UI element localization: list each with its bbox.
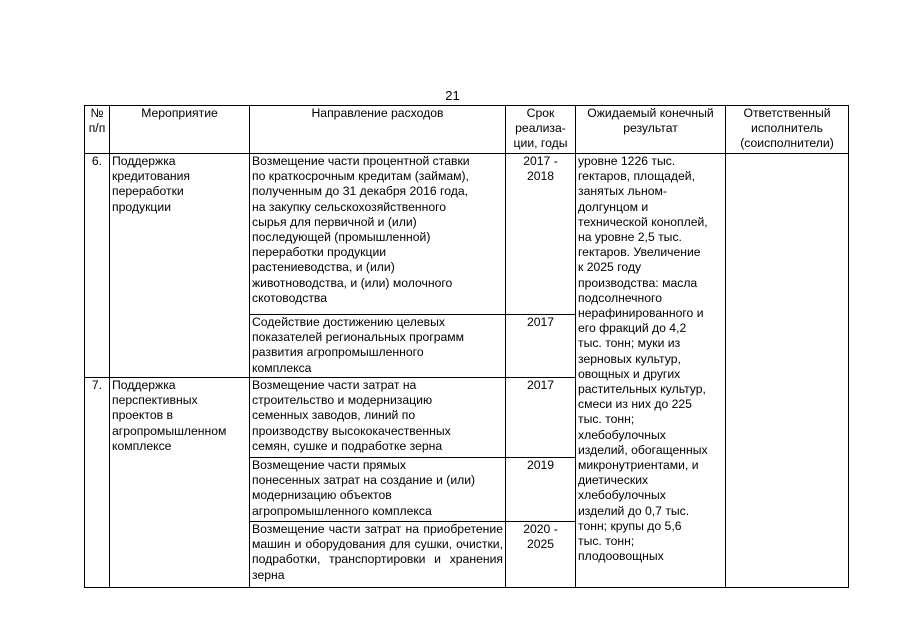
expense-direction: Возмещение части прямых понесенных затрат на создание и (или) модернизацию объектов агропромышленного комплекса <box>250 458 506 522</box>
term-years: 2017 - 2018 <box>506 154 576 315</box>
expected-result: уровне 1226 тыс. гектаров, площадей, занятых льном- долгунцом и технической коноплей, на уровне 2,5 тыс. гектаров. Увеличение к 2025 году производства: масла подсолнечного нерафинированного и его фракций до 4,2 тыс. тонн; муки из зерновых культур, овощных и других растительных культур, смеси из них до 225 тыс. тонн; хлебобулочных изделий, обогащенных микронутриентами, и диетических хлебобулочных изделий до 0,7 тыс. тонн; крупы до 5,6 тыс. тонн; плодоовощных <box>576 154 726 588</box>
header-direction: Направление расходов <box>250 106 506 154</box>
row-number: 6. <box>85 154 110 378</box>
header-result: Ожидаемый конечный результат <box>576 106 726 154</box>
table-row <box>85 154 849 315</box>
header-term: Срок реализа- ции, годы <box>506 106 576 154</box>
header-responsible: Ответственный исполнитель (соисполнители) <box>726 106 849 154</box>
header-row <box>85 106 849 154</box>
page-number: 21 <box>445 88 460 103</box>
expense-direction: Содействие достижению целевых показателей региональных программ развития агропромышленного комплекса <box>250 315 506 378</box>
event-name: Поддержка перспективных проектов в агропромышленном комплексе <box>110 378 250 588</box>
row-number: 7. <box>85 378 110 588</box>
expense-direction: Возмещение части процентной ставки по краткосрочным кредитам (займам), полученным до 31 декабря 2016 года, на закупку сельскохозяйственного сырья для первичной и (или) последующей (промышленной) переработки продукции растениеводства, и (или) животноводства, и (или) молочного скотоводства <box>250 154 506 315</box>
measures-table <box>84 105 849 588</box>
header-num: № п/п <box>85 106 110 154</box>
expense-direction: Возмещение части затрат на строительство и модернизацию семенных заводов, линий по производству высококачественных семян, сушке и подработке зерна <box>250 378 506 458</box>
term-years: 2017 <box>506 315 576 378</box>
responsible-executor <box>726 154 849 588</box>
event-name: Поддержка кредитования переработки продукции <box>110 154 250 378</box>
term-years: 2020 - 2025 <box>506 522 576 588</box>
term-years: 2019 <box>506 458 576 522</box>
expense-direction: Возмещение части затрат на приобретение машин и оборудования для сушки, очистки, подработки, транспортировки и хранения зерна <box>250 522 506 588</box>
term-years: 2017 <box>506 378 576 458</box>
header-event: Мероприятие <box>110 106 250 154</box>
